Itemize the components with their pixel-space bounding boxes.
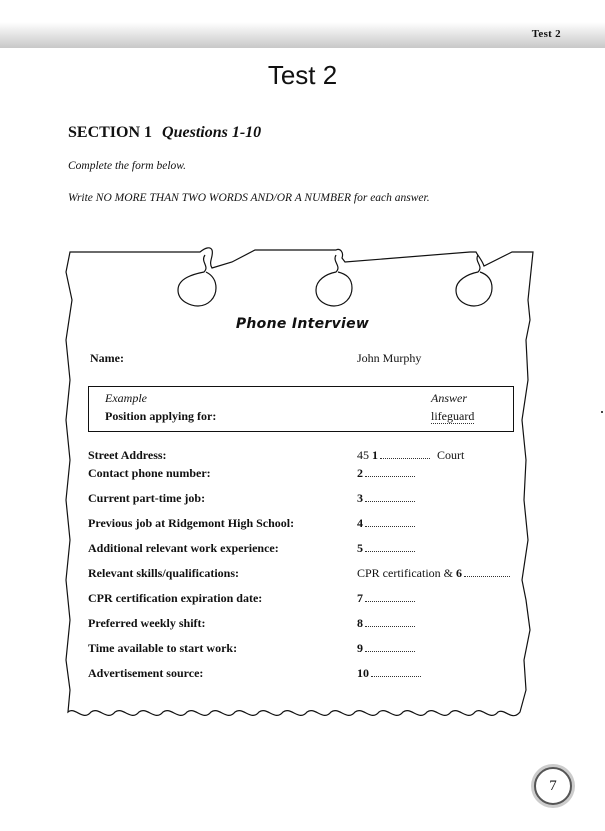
answer-field-4[interactable] xyxy=(357,516,415,531)
answer-field-6[interactable] xyxy=(357,566,510,581)
answer-label: Answer xyxy=(431,391,467,405)
answer-blank-2[interactable] xyxy=(365,466,415,477)
header-test-label: Test 2 xyxy=(531,28,561,40)
answer-blank-7[interactable] xyxy=(365,591,415,602)
row-prefix-1: 45 xyxy=(357,448,372,462)
question-number-1: 1 xyxy=(372,448,378,462)
answer-blank-10[interactable] xyxy=(371,666,421,677)
answer-field-8[interactable] xyxy=(357,616,415,631)
answer-blank-6[interactable] xyxy=(464,566,510,577)
margin-mark xyxy=(601,411,603,413)
question-number-8: 8 xyxy=(357,616,363,630)
row-label-7: CPR certification expiration date: xyxy=(88,591,263,605)
section-questions: Questions 1-10 xyxy=(162,124,262,141)
answer-field-7[interactable] xyxy=(357,591,415,606)
answer-blank-8[interactable] xyxy=(365,616,415,627)
answer-blank-4[interactable] xyxy=(365,516,415,527)
example-field: Position applying for: xyxy=(105,409,217,423)
answer-blank-5[interactable] xyxy=(365,541,415,552)
row-label-8: Preferred weekly shift: xyxy=(88,616,206,630)
instruction-line-1: Complete the form below. xyxy=(68,160,186,172)
row-prefix-6: CPR certification & xyxy=(357,566,456,580)
answer-field-2[interactable] xyxy=(357,466,415,481)
question-number-7: 7 xyxy=(357,591,363,605)
name-label: Name: xyxy=(90,351,124,365)
answer-blank-9[interactable] xyxy=(365,641,415,652)
row-label-3: Current part-time job: xyxy=(88,491,206,505)
answer-blank-3[interactable] xyxy=(365,491,415,502)
name-value: John Murphy xyxy=(357,351,422,365)
row-label-5: Additional relevant work experience: xyxy=(88,541,279,555)
row-label-9: Time available to start work: xyxy=(88,641,238,655)
question-number-6: 6 xyxy=(455,566,462,580)
example-label: Example xyxy=(105,391,147,405)
row-label-6: Relevant skills/qualifications: xyxy=(88,566,240,580)
answer-field-9[interactable] xyxy=(357,641,415,656)
question-number-4: 4 xyxy=(357,516,363,530)
page-title: Test 2 xyxy=(267,60,338,90)
row-suffix-1: Court xyxy=(437,448,465,462)
instruction-suffix: for each answer. xyxy=(351,192,430,204)
answer-field-1[interactable] xyxy=(357,448,464,463)
answer-field-3[interactable] xyxy=(357,491,415,506)
row-label-4: Previous job at Ridgemont High School: xyxy=(88,516,295,530)
question-number-9: 9 xyxy=(357,641,363,655)
question-number-2: 2 xyxy=(357,466,363,480)
answer-blank-1[interactable] xyxy=(380,448,430,459)
form-title: Phone Interview xyxy=(235,316,370,332)
row-label-10: Advertisement source: xyxy=(88,666,204,680)
section-label: SECTION 1 xyxy=(68,124,153,141)
question-number-3: 3 xyxy=(357,491,363,505)
answer-field-5[interactable] xyxy=(357,541,415,556)
example-answer: lifeguard xyxy=(431,409,475,423)
answer-field-10[interactable] xyxy=(357,666,421,681)
instruction-caps: NO MORE THAN TWO WORDS AND/OR A NUMBER xyxy=(95,192,352,204)
instruction-prefix: Write xyxy=(68,192,96,204)
row-label-1: Street Address: xyxy=(88,448,167,462)
question-number-5: 5 xyxy=(357,541,363,555)
page-number-badge: 7 xyxy=(534,767,572,805)
row-label-2: Contact phone number: xyxy=(88,466,211,480)
question-number-10: 10 xyxy=(357,666,369,680)
